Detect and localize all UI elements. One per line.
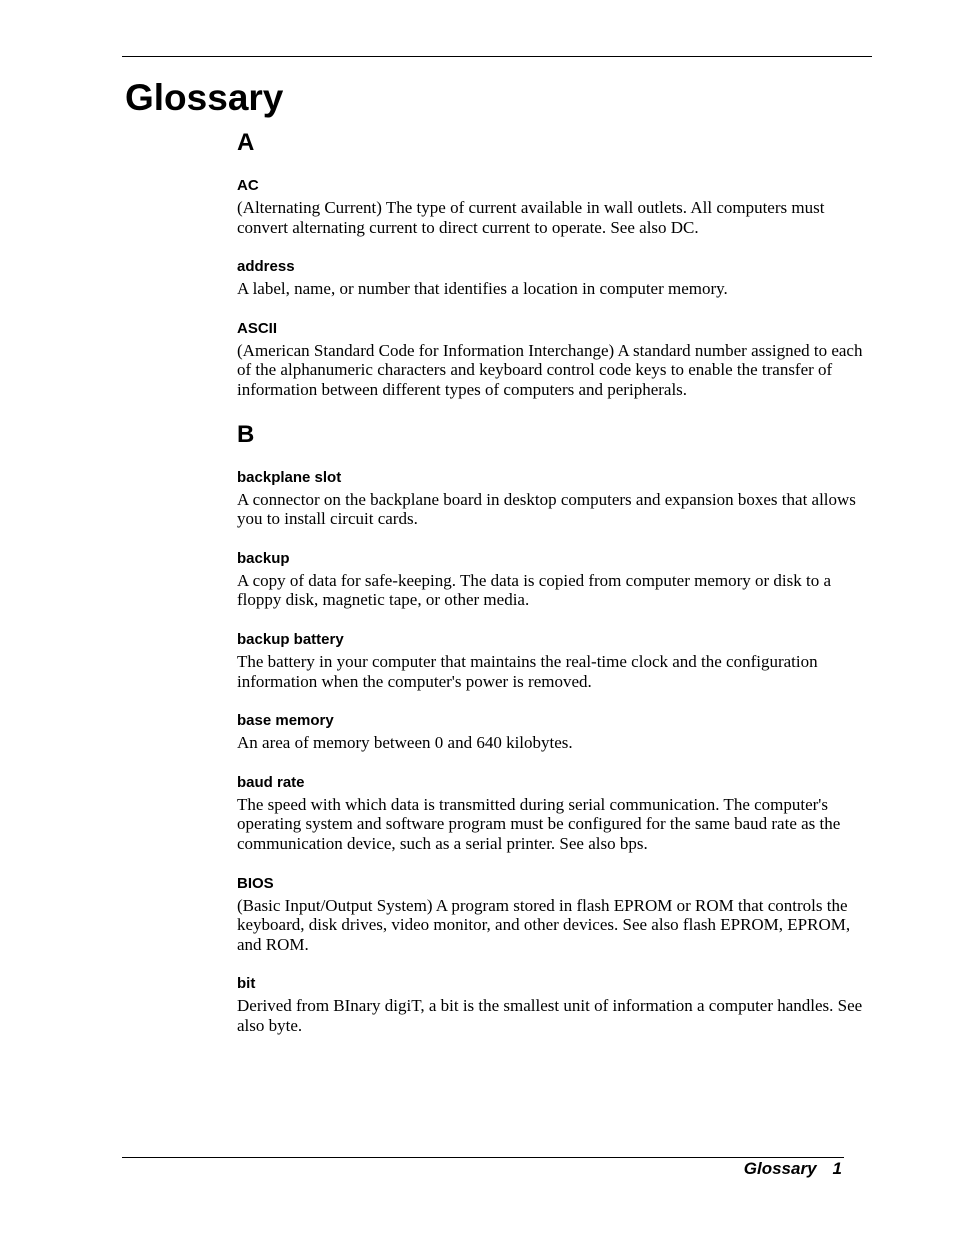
glossary-entry (237, 974, 877, 1035)
section-letter: A (237, 129, 255, 156)
glossary-term: base memory (237, 712, 334, 730)
page-footer (744, 1158, 842, 1180)
glossary-term: bit (237, 975, 256, 993)
glossary-term: ASCII (237, 319, 278, 337)
glossary-term: baud rate (237, 773, 305, 791)
glossary-entry (237, 874, 877, 955)
glossary-entry (237, 773, 877, 854)
glossary-term: backplane slot (237, 468, 342, 486)
glossary-definition: The speed with which data is transmitted during serial communication. The computer's operating system and software program must be configured for the same baud rate as the communication device, such as a serial printer. See also bps. (237, 794, 841, 853)
glossary-term: BIOS (237, 874, 274, 892)
glossary-definition: A label, name, or number that identifies a location in computer memory. (237, 279, 728, 299)
glossary-entry (237, 176, 877, 237)
glossary-definition: A connector on the backplane board in desktop computers and expansion boxes that allows you to install circuit cards. (237, 489, 856, 529)
footer-title: Glossary (743, 1159, 817, 1178)
glossary-entry (237, 468, 877, 529)
glossary-term: backup (237, 549, 290, 567)
glossary-entry (237, 257, 877, 299)
section-letter: B (237, 420, 255, 448)
glossary-definition: The battery in your computer that maintains the real-time clock and the configuration information when the computer's power is removed. (237, 651, 818, 691)
glossary-definition: (Alternating Current) The type of current available in wall outlets. All computers must convert alternating current to direct current to operate. See also DC. (237, 198, 825, 237)
glossary-definition: An area of memory between 0 and 640 kilobytes. (237, 733, 573, 753)
glossary-section-a (237, 128, 877, 400)
glossary-definition: Derived from BInary digiT, a bit is the smallest unit of information a computer handles. See also byte. (237, 996, 863, 1035)
glossary-term: backup battery (237, 630, 344, 648)
glossary-section-b (237, 420, 877, 1036)
glossary-content (237, 128, 877, 1035)
glossary-entry (237, 630, 877, 691)
glossary-entry (237, 549, 877, 610)
glossary-definition: (Basic Input/Output System) A program stored in flash EPROM or ROM that controls the keyboard, disk drives, video monitor, and other devices. See also flash EPROM, EPROM, and ROM. (237, 895, 851, 954)
glossary-entry (237, 711, 877, 753)
header-rule (122, 56, 872, 57)
page-title: Glossary (125, 77, 284, 118)
glossary-definition: A copy of data for safe-keeping. The data is copied from computer memory or disk to a floppy disk, magnetic tape, or other media. (237, 570, 832, 610)
page-number: 1 (832, 1159, 842, 1178)
glossary-entry (237, 319, 877, 400)
glossary-term: AC (237, 177, 259, 194)
footer-rule (122, 1157, 844, 1158)
glossary-definition: (American Standard Code for Information Interchange) A standard number assigned to each of the alphanumeric characters and keyboard control code keys to enable the transfer of information between different types of computers and peripherals. (237, 340, 863, 399)
glossary-term: address (237, 258, 295, 276)
